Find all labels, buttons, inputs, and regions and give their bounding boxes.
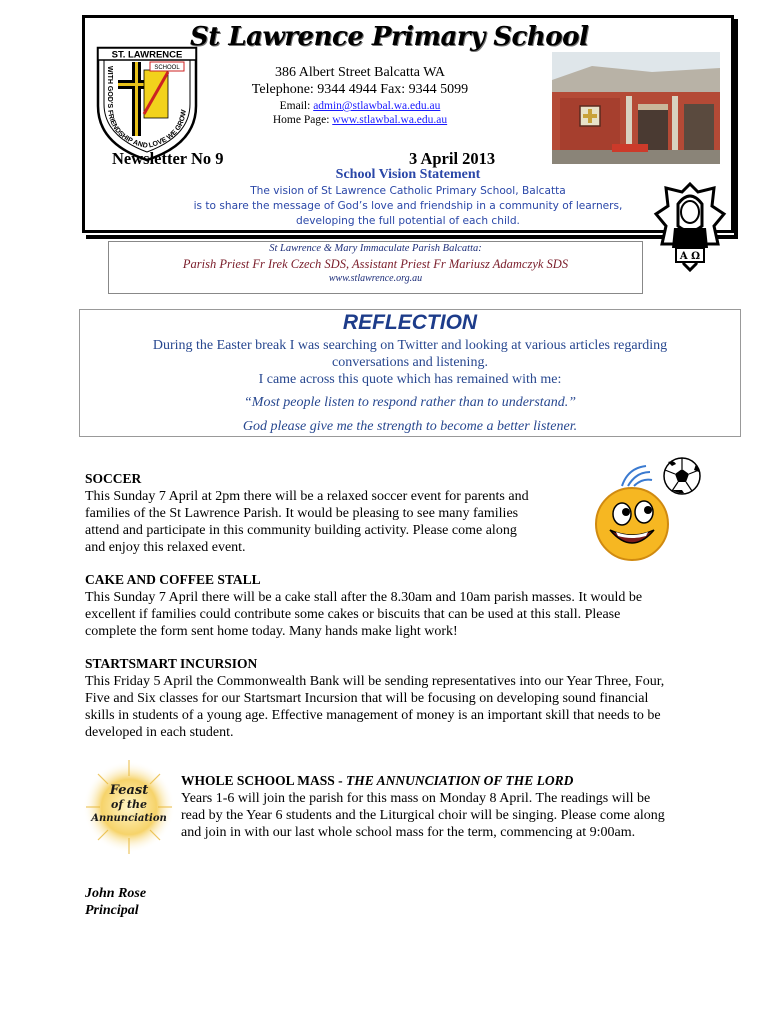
text-line: complete the form sent home today. Many hands make light work! bbox=[85, 624, 458, 639]
text-line: This Sunday 7 April there will be a cake stall after the 8.30am and 10am parish masses. It would be bbox=[85, 590, 643, 605]
text-line: read by the Year 6 students and the Liturgical choir will be singing. Please come along bbox=[181, 808, 665, 823]
startsmart-text bbox=[85, 673, 664, 741]
vision-line: is to share the message of God’s love and friendship in a community of learners, bbox=[193, 200, 623, 212]
crest-motto: WITH GOD'S FRIENDSHIP AND LOVE WE GROW bbox=[106, 66, 188, 151]
cake-stall-text bbox=[85, 589, 642, 640]
newsletter-number: Newsletter No 9 bbox=[112, 149, 224, 168]
mass-title bbox=[181, 773, 573, 789]
mass-text bbox=[181, 790, 665, 841]
principal-name: John Rose bbox=[85, 886, 147, 901]
soccer-title: SOCCER bbox=[85, 471, 142, 486]
text-line: attend and participate in this community building activity. Please come along bbox=[85, 523, 517, 538]
badge-line: Annunciation bbox=[91, 813, 167, 824]
email-link[interactable]: admin@stlawbal.wa.edu.au bbox=[313, 100, 441, 112]
text-line: excellent if families could contribute some cakes or biscuits that can be used at this stall. Please bbox=[85, 607, 621, 622]
vision-line: The vision of St Lawrence Catholic Primary School, Balcatta bbox=[250, 185, 566, 197]
parish-website: www.stlawrence.org.au bbox=[328, 273, 423, 284]
reflection-line: conversations and listening. bbox=[332, 355, 488, 370]
text-line: Years 1-6 will join the parish for this mass on Monday 8 April. The readings will be bbox=[181, 791, 651, 806]
reflection-quote: “Most people listen to respond rather than to understand.” bbox=[244, 395, 576, 410]
newsletter-date: 3 April 2013 bbox=[409, 149, 496, 168]
parish-name: St Lawrence & Mary Immaculate Parish Balcatta: bbox=[269, 243, 482, 254]
startsmart-title: STARTSMART INCURSION bbox=[85, 656, 258, 671]
school-phone: Telephone: 9344 4944 Fax: 9344 5099 bbox=[251, 82, 469, 97]
reflection-title: REFLECTION bbox=[342, 311, 478, 334]
emblem-letters: A Ω bbox=[679, 251, 701, 262]
school-crest bbox=[96, 44, 198, 162]
header-shadow bbox=[86, 235, 738, 239]
homepage-link[interactable]: www.stlawbal.wa.edu.au bbox=[332, 114, 448, 126]
school-homepage-line bbox=[190, 114, 530, 126]
text-line: skills in students of a young age. Effective management of money is an important skill that needs to be bbox=[85, 708, 661, 723]
school-name: St Lawrence Primary School bbox=[190, 22, 589, 52]
soccer-smiley-icon bbox=[588, 456, 706, 562]
text-line: families of the St Lawrence Parish. It would be pleasing to see many families bbox=[85, 506, 519, 521]
text-line: developed in each student. bbox=[85, 725, 234, 740]
header-shadow-right bbox=[734, 19, 738, 239]
parish-priests: Parish Priest Fr Irek Czech SDS, Assistant Priest Fr Mariusz Adamczyk SDS bbox=[182, 257, 569, 271]
cake-stall-title: CAKE AND COFFEE STALL bbox=[85, 572, 261, 587]
crest-top-text: ST. LAWRENCE bbox=[111, 49, 183, 61]
school-building-photo bbox=[552, 52, 720, 164]
mass-title-feast: THE ANNUNCIATION OF THE LORD bbox=[346, 773, 574, 788]
text-line: This Sunday 7 April at 2pm there will be a relaxed soccer event for parents and bbox=[85, 489, 529, 504]
principal-title: Principal bbox=[85, 903, 139, 918]
homepage-label: Home Page: bbox=[272, 114, 333, 126]
reflection-line: I came across this quote which has remained with me: bbox=[258, 372, 562, 387]
text-line: Five and Six classes for our Startsmart Incursion that will be focusing on developing sound financial bbox=[85, 691, 649, 706]
saint-emblem-icon bbox=[652, 182, 728, 272]
reflection-line: During the Easter break I was searching on Twitter and looking at various articles regarding bbox=[152, 338, 668, 353]
vision-line: developing the full potential of each child. bbox=[296, 215, 520, 227]
badge-line: of the bbox=[111, 798, 147, 811]
soccer-text bbox=[85, 488, 529, 556]
text-line: This Friday 5 April the Commonwealth Bank will be sending representatives into our Year Three, Four, bbox=[85, 674, 665, 689]
school-address: 386 Albert Street Balcatta WA bbox=[274, 65, 446, 80]
badge-line: Feast bbox=[109, 783, 149, 798]
mass-title-prefix: WHOLE SCHOOL MASS - bbox=[181, 773, 347, 788]
text-line: and join in with our last whole school mass for the term, commencing at 9:00am. bbox=[181, 825, 636, 840]
email-label: Email: bbox=[279, 100, 314, 112]
crest-school-text: SCHOOL bbox=[154, 65, 180, 71]
feast-annunciation-badge bbox=[84, 758, 174, 856]
reflection-prayer: God please give me the strength to become a better listener. bbox=[242, 419, 578, 434]
text-line: and enjoy this relaxed event. bbox=[85, 540, 246, 555]
vision-title: School Vision Statement bbox=[335, 167, 481, 182]
school-email-line bbox=[190, 100, 530, 112]
